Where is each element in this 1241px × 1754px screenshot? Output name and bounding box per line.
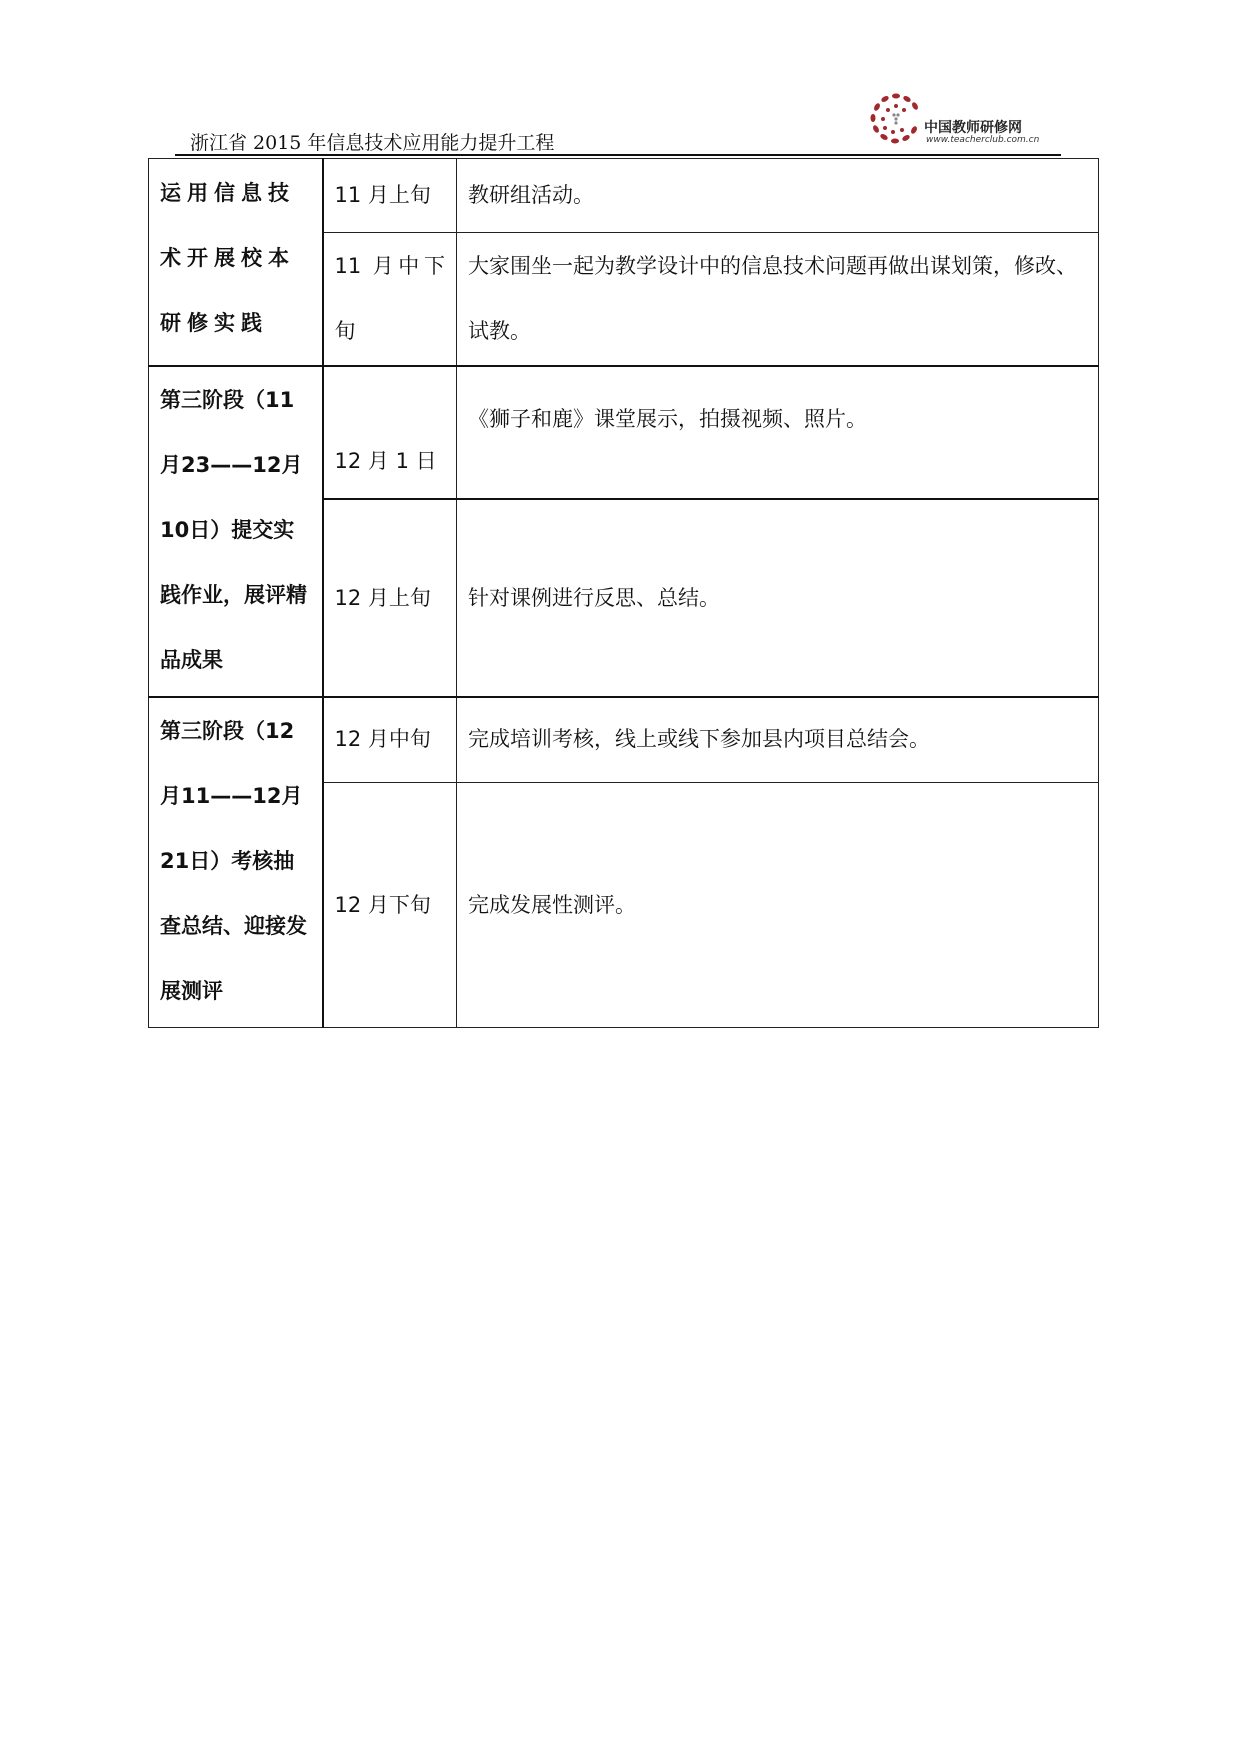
training-plan-table bbox=[148, 158, 1099, 1028]
stage-label: 第三阶段（11月23——12月10日）提交实践作业，展评精品成果 bbox=[160, 387, 307, 672]
logo-name: 中国教师研修网 bbox=[924, 120, 1022, 136]
table-row bbox=[149, 366, 1099, 499]
teacherclub-logo bbox=[866, 90, 1046, 148]
content-cell: 教研组活动。 bbox=[457, 159, 1099, 233]
table-row bbox=[149, 697, 1099, 783]
stage-cell bbox=[149, 697, 323, 1028]
date-cell: 12 月 1 日 bbox=[323, 366, 457, 499]
stage-label: 运用信息技术开展校本研修实践 bbox=[160, 181, 295, 335]
date-cell: 11 月中下旬 bbox=[323, 233, 457, 366]
logo-flower-icon bbox=[866, 90, 926, 148]
stage-cell bbox=[149, 159, 323, 366]
content-cell: 《狮子和鹿》课堂展示，拍摄视频、照片。 bbox=[457, 366, 1099, 499]
date-cell: 12 月下旬 bbox=[323, 783, 457, 1028]
content-cell: 完成培训考核，线上或线下参加县内项目总结会。 bbox=[457, 697, 1099, 783]
stage-cell bbox=[149, 366, 323, 697]
date-cell: 12 月上旬 bbox=[323, 499, 457, 697]
content-cell: 完成发展性测评。 bbox=[457, 783, 1099, 1028]
header-rule bbox=[175, 154, 1061, 156]
logo-url: www.teacherclub.com.cn bbox=[926, 135, 1040, 145]
table-row bbox=[149, 159, 1099, 233]
stage-label: 第三阶段（12月11——12月21日）考核抽查总结、迎接发展测评 bbox=[160, 718, 307, 1003]
content-cell: 针对课例进行反思、总结。 bbox=[457, 499, 1099, 697]
document-header-title: 浙江省 2015 年信息技术应用能力提升工程 bbox=[190, 132, 555, 154]
content-cell: 大家围坐一起为教学设计中的信息技术问题再做出谋划策，修改、试教。 bbox=[457, 233, 1099, 366]
date-cell: 12 月中旬 bbox=[323, 697, 457, 783]
date-cell: 11 月上旬 bbox=[323, 159, 457, 233]
